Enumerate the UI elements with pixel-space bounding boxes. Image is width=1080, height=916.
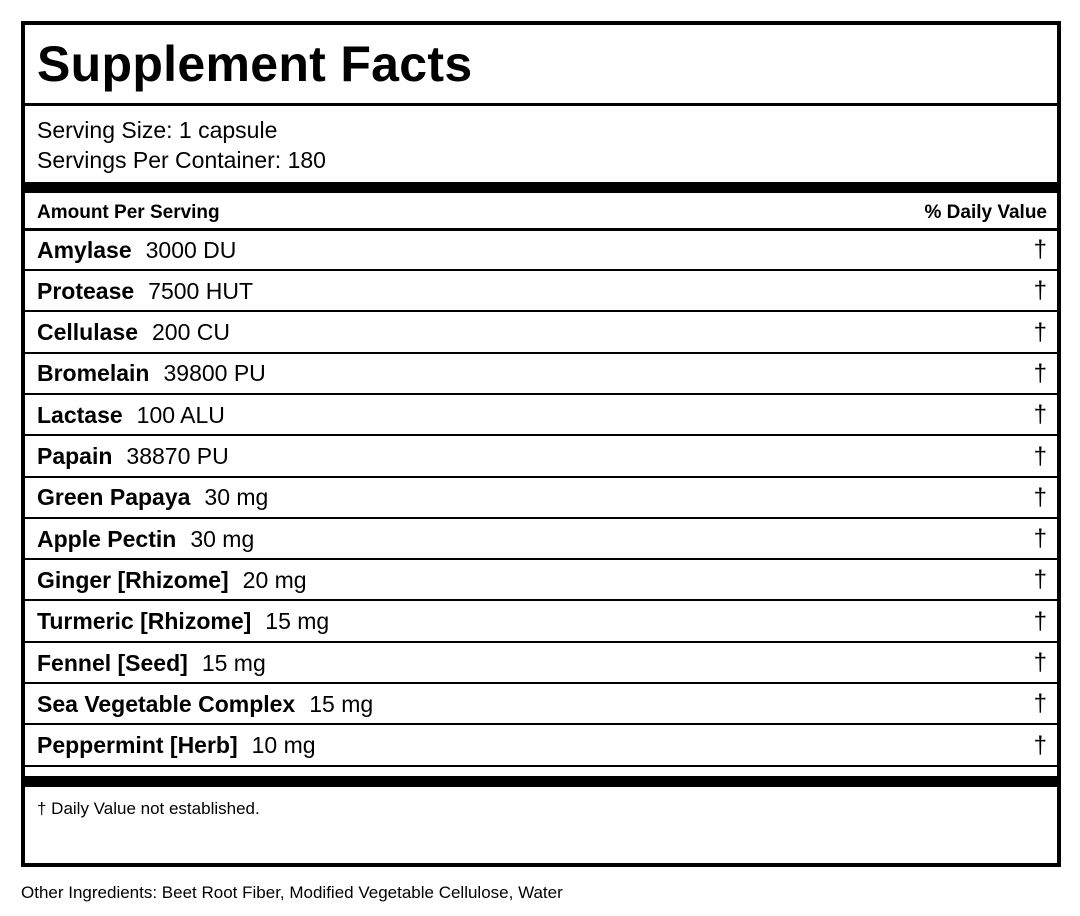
ingredient-amount: 100 ALU [136, 401, 225, 428]
row-divider [25, 558, 1057, 560]
table-row [37, 644, 1047, 682]
ingredient-label [37, 237, 236, 264]
ingredient-name: Cellulase [37, 319, 138, 346]
ingredient-label [37, 278, 253, 305]
table-row [37, 685, 1047, 723]
ingredient-label [37, 732, 316, 759]
row-divider [25, 682, 1057, 684]
table-row [37, 272, 1047, 310]
daily-value-dagger: † [1033, 318, 1047, 346]
ingredient-label [37, 319, 230, 346]
row-divider [25, 434, 1057, 436]
ingredient-amount: 10 mg [251, 732, 316, 759]
ingredient-amount: 3000 DU [145, 236, 237, 263]
ingredient-name: Papain [37, 443, 113, 469]
daily-value-dagger: † [1033, 236, 1047, 263]
ingredient-label [37, 402, 225, 429]
table-row [37, 314, 1047, 352]
ingredient-amount: 39800 PU [163, 360, 266, 387]
row-divider [25, 599, 1057, 601]
column-header-row [37, 203, 1047, 222]
daily-value-dagger: † [1033, 442, 1047, 470]
servings-per-container: Servings Per Container: 180 [37, 147, 326, 173]
ingredient-label [37, 484, 268, 511]
ingredient-amount: 200 CU [152, 319, 230, 346]
table-row [37, 231, 1047, 269]
daily-value-dagger: † [1033, 359, 1047, 387]
row-divider [25, 310, 1057, 312]
ingredient-name: Lactase [37, 401, 123, 428]
row-divider [25, 476, 1057, 478]
ingredient-label [37, 526, 254, 553]
daily-value-dagger: † [1033, 731, 1047, 759]
panel-title: Supplement Facts [37, 36, 473, 92]
ingredient-amount: 30 mg [190, 525, 255, 552]
ingredient-label [37, 360, 266, 387]
ingredient-amount: 38870 PU [126, 443, 229, 469]
ingredient-name: Fennel [Seed] [37, 649, 188, 676]
thick-divider-top [25, 182, 1057, 193]
amount-per-serving-header: Amount Per Serving [37, 202, 220, 223]
table-row [37, 479, 1047, 517]
table-row [37, 438, 1047, 476]
ingredient-name: Turmeric [Rhizome] [37, 608, 252, 635]
daily-value-header: % Daily Value [924, 202, 1047, 223]
title-divider [25, 103, 1057, 106]
ingredient-amount: 15 mg [201, 649, 266, 676]
daily-value-dagger: † [1033, 401, 1047, 429]
ingredient-amount: 30 mg [204, 484, 269, 511]
serving-size: Serving Size: 1 capsule [37, 117, 278, 143]
ingredient-amount: 20 mg [242, 566, 307, 593]
ingredient-name: Peppermint [Herb] [37, 732, 238, 759]
ingredient-amount: 15 mg [265, 608, 330, 635]
ingredient-amount: 7500 HUT [148, 277, 253, 304]
table-row [37, 520, 1047, 558]
row-divider [25, 641, 1057, 643]
ingredient-label [37, 608, 329, 635]
ingredient-name: Green Papaya [37, 484, 191, 511]
row-divider [25, 517, 1057, 519]
ingredient-label [37, 691, 373, 718]
ingredient-name: Apple Pectin [37, 525, 177, 552]
table-row [37, 355, 1047, 393]
thick-divider-bottom [25, 776, 1057, 787]
daily-value-dagger: † [1033, 607, 1047, 635]
daily-value-dagger: † [1033, 649, 1047, 676]
ingredient-name: Protease [37, 277, 135, 304]
row-divider [25, 723, 1057, 725]
daily-value-dagger: † [1033, 525, 1047, 553]
row-divider [25, 393, 1057, 395]
row-divider [25, 765, 1057, 767]
ingredient-name: Bromelain [37, 360, 150, 387]
row-divider [25, 352, 1057, 354]
other-ingredients: Other Ingredients: Beet Root Fiber, Modified Vegetable Cellulose, Water [21, 883, 563, 902]
daily-value-dagger: † [1033, 690, 1047, 718]
daily-value-dagger: † [1033, 566, 1047, 594]
footnote: † Daily Value not established. [37, 799, 260, 818]
daily-value-dagger: † [1033, 483, 1047, 511]
table-row [37, 396, 1047, 434]
ingredient-name: Sea Vegetable Complex [37, 690, 296, 717]
ingredient-name: Ginger [Rhizome] [37, 566, 229, 593]
ingredient-label [37, 650, 266, 677]
table-row [37, 561, 1047, 599]
row-divider [25, 269, 1057, 271]
ingredient-amount: 15 mg [309, 690, 374, 717]
table-row [37, 603, 1047, 641]
table-row [37, 727, 1047, 765]
supplement-facts-panel [21, 21, 1061, 867]
daily-value-dagger: † [1033, 277, 1047, 305]
ingredient-name: Amylase [37, 236, 132, 263]
ingredient-label [37, 443, 229, 470]
ingredient-label [37, 567, 307, 594]
